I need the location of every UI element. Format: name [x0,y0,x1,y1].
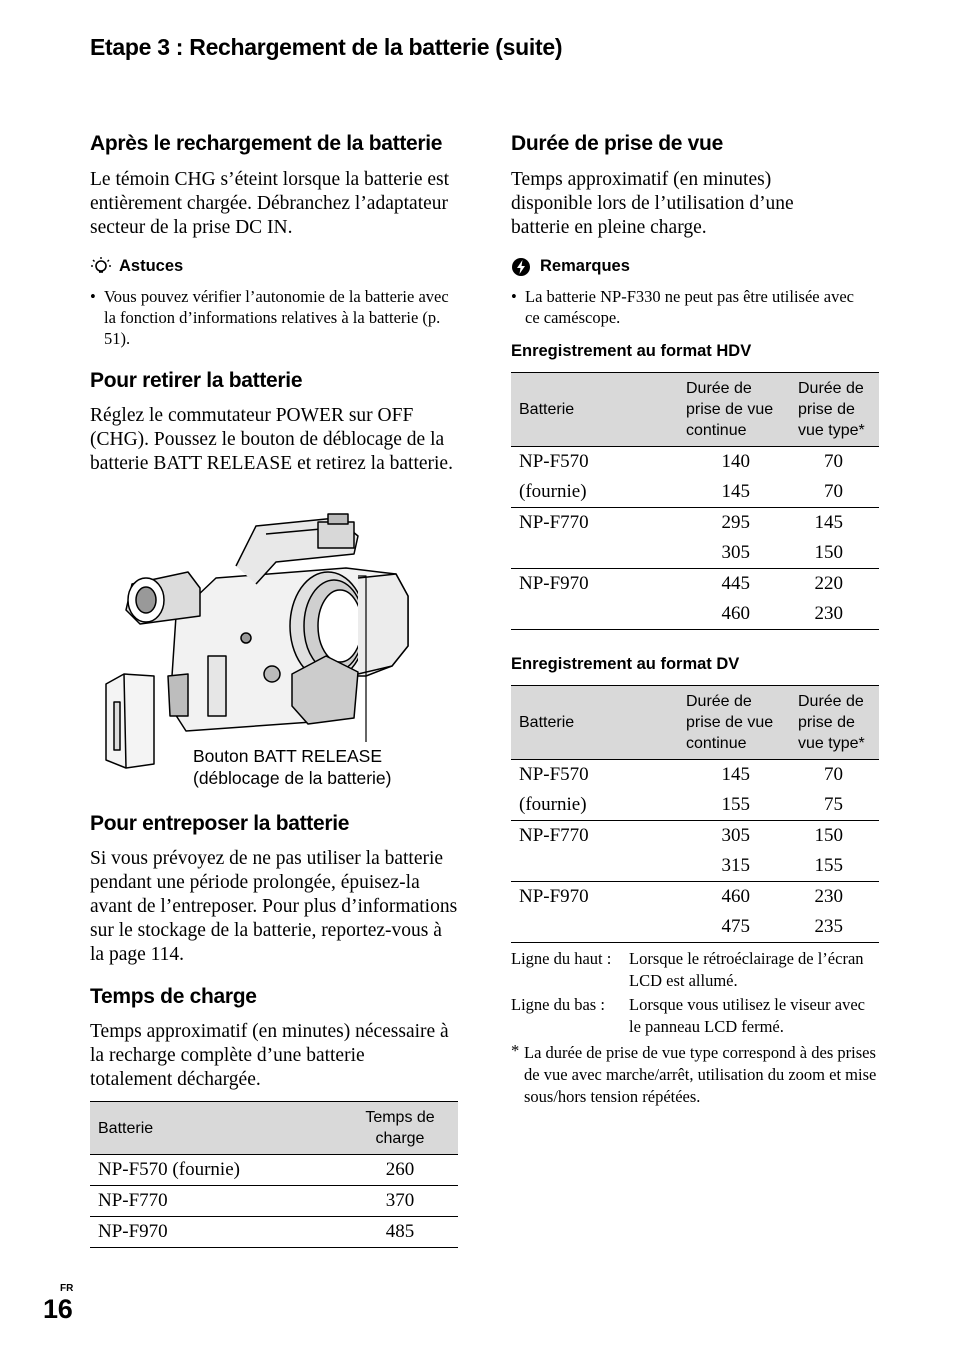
cell-battery: NP-F570 (fournie) [511,447,678,508]
col-header-battery: Batterie [90,1102,342,1155]
cell-battery: NP-F770 [511,821,678,882]
heading-charge-time: Temps de charge [90,985,257,1008]
cell-typical: 70 75 [790,760,879,821]
cell-continuous: 140 145 [678,447,790,508]
footnote-mark: * [511,1041,520,1060]
text-after-charge: Le témoin CHG s’éteint lorsque la batterie est entièrement chargée. Débranchez l’adaptateur secteur de la prise DC IN. [90,169,450,238]
cell-battery: NP-F570 (fournie) [511,760,678,821]
cell-continuous: 445 460 [678,569,790,630]
cell-typical: 220 230 [790,569,879,630]
cell-battery: NP-F570 (fournie) [90,1155,342,1186]
remarks-heading: Remarques [540,257,630,275]
page-number: 16 [43,1294,73,1324]
remarks-list [511,286,871,328]
dv-caption: Enregistrement au format DV [511,655,740,673]
table-row [511,882,879,943]
charge-time-table [90,1101,458,1248]
table-row [90,1155,458,1186]
lightbulb-icon [90,256,112,278]
col-header-typical: Durée de prise de vue type* [790,686,879,760]
callout-line-1: Bouton BATT RELEASE [193,746,383,766]
table-header-row [511,686,879,760]
remarks-item: • La batterie NP-F330 ne peut pas être utilisée avec ce caméscope. [511,286,871,328]
camcorder-illustration [96,506,426,774]
col-header-continuous: Durée de prise de vue continue [678,373,790,447]
cell-typical: 150 155 [790,821,879,882]
tips-heading: Astuces [119,257,184,275]
dv-duration-table [511,685,879,943]
page-title: Etape 3 : Rechargement de la batterie (suite) [90,34,563,60]
callout-line-2: (déblocage de la batterie) [193,768,392,788]
col-header-continuous: Durée de prise de vue continue [678,686,790,760]
cell-battery: NP-F970 [511,569,678,630]
col-header-charge-time: Temps de charge [342,1102,458,1155]
table-header-row [511,373,879,447]
text-charge-time: Temps approximatif (en minutes) nécessaire à la recharge complète d’une batterie totalement déchargée. [90,1021,449,1090]
tips-list [90,286,460,349]
heading-store-battery: Pour entreposer la batterie [90,812,350,835]
table-row [90,1217,458,1248]
tips-item: • Vous pouvez vérifier l’autonomie de la batterie avec la fonction d’informations relatives à la batterie (p. 51). [90,286,460,349]
cell-continuous: 460 475 [678,882,790,943]
table-row [511,447,879,508]
cell-battery: NP-F970 [90,1217,342,1248]
note-top-label: Ligne du haut : [511,949,612,968]
table-row [511,760,879,821]
cell-charge-time: 370 [342,1186,458,1217]
cell-charge-time: 485 [342,1217,458,1248]
col-header-battery: Batterie [511,373,678,447]
heading-duration: Durée de prise de vue [511,132,723,155]
heading-after-charge: Après le rechargement de la batterie [90,132,443,155]
table-notes [511,948,881,1108]
footnote-text: La durée de prise de vue type correspond à des prises de vue avec marche/arrêt, utilisation du zoom et mise sous/hors tension répétées. [524,1043,877,1106]
note-top-text: Lorsque le rétroéclairage de l’écran LCD est allumé. [629,949,864,990]
language-code: FR [60,1283,74,1294]
footnote [511,1042,881,1108]
cell-typical: 230 235 [790,882,879,943]
table-header-row [90,1102,458,1155]
cell-typical: 145 150 [790,508,879,569]
hdv-caption: Enregistrement au format HDV [511,342,752,360]
cell-continuous: 295 305 [678,508,790,569]
heading-remove-battery: Pour retirer la batterie [90,369,303,392]
table-row [511,821,879,882]
note-top-line [511,948,881,992]
cell-battery: NP-F970 [511,882,678,943]
note-bottom-line [511,994,881,1038]
note-bottom-label: Ligne du bas : [511,995,605,1014]
cell-typical: 70 70 [790,447,879,508]
note-bottom-text: Lorsque vous utilisez le viseur avec le panneau LCD fermé. [629,995,865,1036]
text-duration: Temps approximatif (en minutes) disponible lors de l’utilisation d’une batterie en pleine charge. [511,169,794,238]
table-row [511,508,879,569]
col-header-typical: Durée de prise de vue type* [790,373,879,447]
cell-battery: NP-F770 [90,1186,342,1217]
cell-continuous: 145 155 [678,760,790,821]
cell-battery: NP-F770 [511,508,678,569]
remark-icon [511,257,531,277]
text-remove-battery: Réglez le commutateur POWER sur OFF (CHG). Poussez le bouton de déblocage de la batterie BATT RELEASE et retirez la batterie. [90,405,453,474]
cell-continuous: 305 315 [678,821,790,882]
hdv-duration-table [511,372,879,630]
table-row [511,569,879,630]
batt-release-callout [193,745,391,789]
col-header-battery: Batterie [511,686,678,760]
table-row [90,1186,458,1217]
cell-charge-time: 260 [342,1155,458,1186]
text-store-battery: Si vous prévoyez de ne pas utiliser la batterie pendant une période prolongée, épuisez-la avant de l’entreposer. Pour plus d’informations sur le stockage de la batterie, reportez-vous à la page 114. [90,848,458,965]
